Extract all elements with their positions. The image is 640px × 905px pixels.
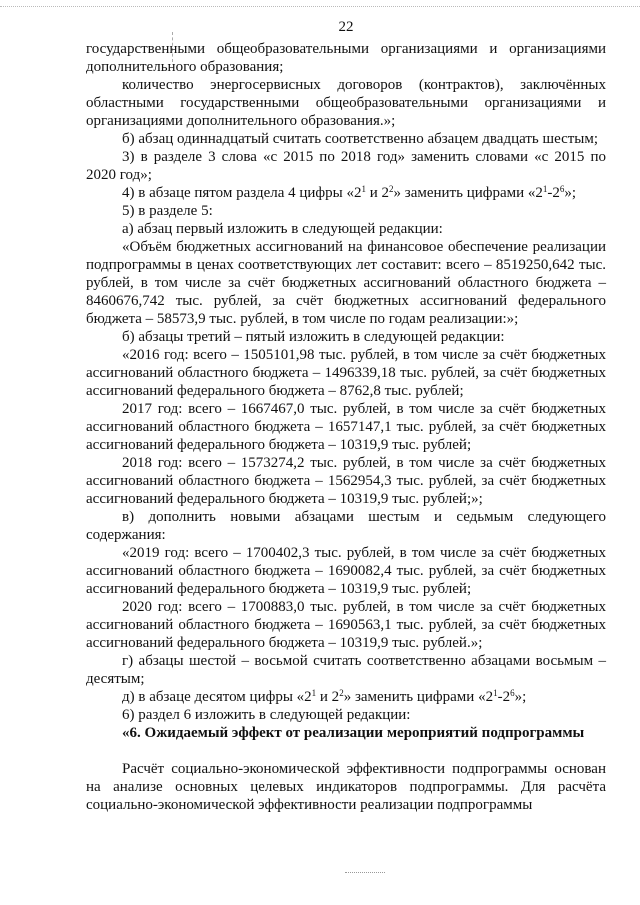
paragraph: 5) в разделе 5: — [122, 203, 213, 219]
paragraph: 6) раздел 6 изложить в следующей редакции: — [122, 707, 411, 723]
paragraph: «2016 год: всего – 1505101,98 тыс. рублей, в том числе за счёт бюджетных ассигнований областного бюджета – 1496339,18 тыс. рублей, за счёт бюджетных ассигнований федерального бюджета – 8762,8 тыс. рублей; — [86, 347, 606, 399]
paragraph: а) абзац первый изложить в следующей редакции: — [122, 221, 443, 237]
scan-artifact-top — [0, 6, 640, 11]
paragraph-with-superscripts: д) в абзаце десятом цифры «$2^1$ и $2^2$» заменить цифрами «$2^1-2^6$»; — [122, 688, 527, 705]
paragraph: «2019 год: всего – 1700402,3 тыс. рублей, в том числе за счёт бюджетных ассигнований областного бюджета – 1690082,4 тыс. рублей, за счёт бюджетных ассигнований федерального бюджета – 10319,9 тыс. рублей; — [86, 545, 606, 597]
paragraph: «Объём бюджетных ассигнований на финансовое обеспечение реализации подпрограммы в ценах соответствующих лет составит: всего – 8519250,642 тыс. рублей, в том числе за счёт бюджетных ассигнований областного бюджета – 8460676,742 тыс. рублей, за счёт бюджетных ассигнований федерального бюджета – 58573,9 тыс. рублей, в том числе по годам реализации:»; — [86, 239, 606, 327]
paragraph: количество энергосервисных договоров (контрактов), заключённых областными государственными общеобразовательными организациями и организациями дополнительного образования.»; — [86, 77, 606, 129]
paragraph: в) дополнить новыми абзацами шестым и седьмым следующего содержания: — [86, 509, 606, 543]
paragraph: 2017 год: всего – 1667467,0 тыс. рублей, в том числе за счёт бюджетных ассигнований областного бюджета – 1657147,1 тыс. рублей, за счёт бюджетных ассигнований федерального бюджета – 10319,9 тыс. рублей; — [86, 401, 606, 453]
section-heading: «6. Ожидаемый эффект от реализации мероприятий подпрограммы — [122, 725, 585, 741]
paragraph: г) абзацы шестой – восьмой считать соответственно абзацами восьмым – десятым; — [86, 653, 606, 687]
paragraph: б) абзацы третий – пятый изложить в следующей редакции: — [122, 329, 505, 345]
paragraph: Расчёт социально-экономической эффективности подпрограммы основан на анализе основных целевых индикаторов подпрограммы. Для расчёта социально-экономической эффективности реализации подпрограммы — [86, 761, 606, 813]
page-number: 22 — [338, 19, 354, 35]
paragraph: б) абзац одиннадцатый считать соответственно абзацем двадцать шестым; — [122, 131, 599, 147]
paragraph: 3) в разделе 3 слова «с 2015 по 2018 год» заменить словами «с 2015 по 2020 год»; — [86, 149, 606, 183]
paragraph: 2018 год: всего – 1573274,2 тыс. рублей, в том числе за счёт бюджетных ассигнований областного бюджета – 1562954,3 тыс. рублей, за счёт бюджетных ассигнований федерального бюджета – 10319,9 тыс. рублей;»; — [86, 455, 606, 507]
scan-artifact-bottom — [345, 872, 385, 879]
paragraph: государственными общеобразовательными организациями и организациями дополнительного образования; — [86, 41, 606, 75]
document-page — [86, 18, 606, 814]
paragraph-with-superscripts: 4) в абзаце пятом раздела 4 цифры «$2^1$ и $2^2$» заменить цифрами «$2^1-2^6$»; — [122, 184, 577, 201]
spacer — [86, 742, 606, 760]
paragraph: 2020 год: всего – 1700883,0 тыс. рублей, в том числе за счёт бюджетных ассигнований областного бюджета – 1690563,1 тыс. рублей, за счёт бюджетных ассигнований федерального бюджета – 10319,9 тыс. рублей.»; — [86, 599, 606, 651]
